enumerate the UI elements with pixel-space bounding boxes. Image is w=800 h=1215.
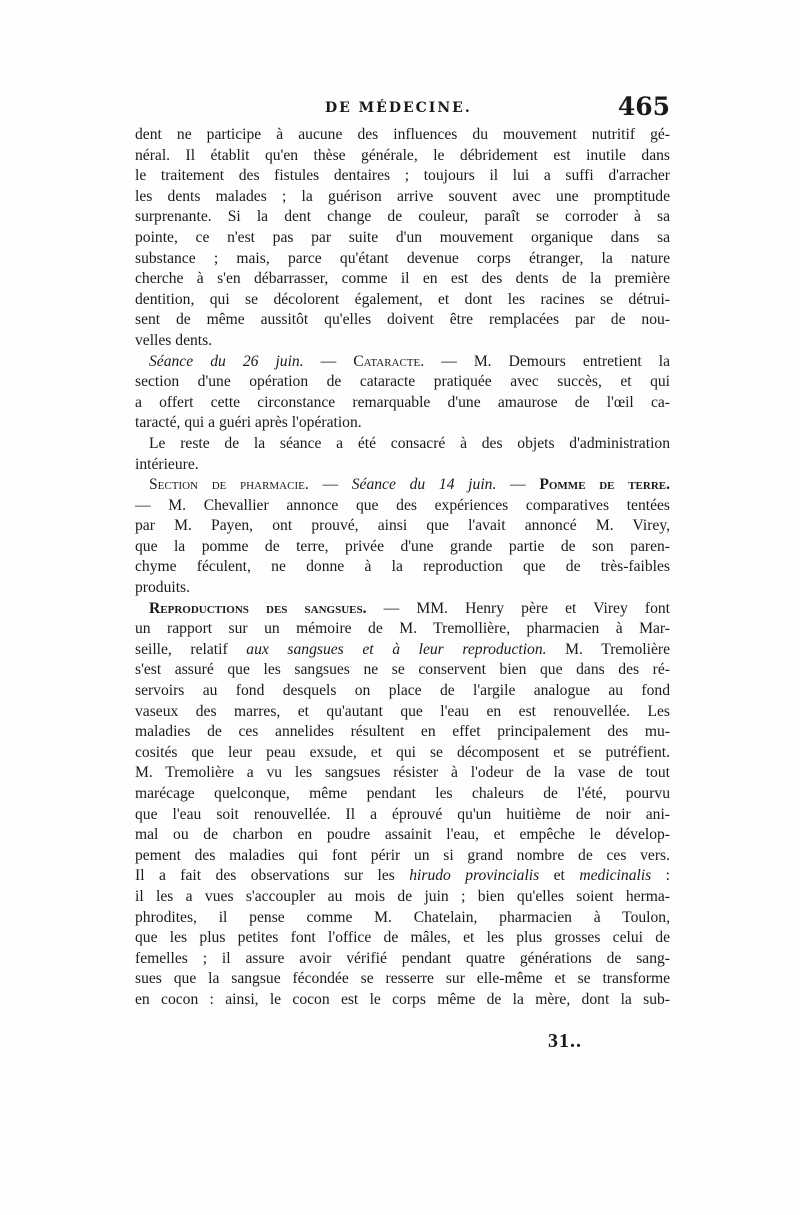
text-line: que l'eau soit renouvellée. Il a éprouvé qu'un huitième de noir ani-	[135, 805, 670, 823]
text-line: que la pomme de terre, privée d'une grande partie de son paren-	[135, 537, 670, 555]
text-line: cosités que leur peau exsude, et qui se décomposent et se putréfient.	[135, 743, 670, 761]
text-run: Il a fait des observations sur les	[135, 867, 410, 885]
text-run: :	[651, 867, 670, 885]
text-line: maladies de ces annelides résultent en effet principalement des mu-	[135, 723, 670, 741]
text-line: intérieure.	[135, 455, 199, 473]
text-line: velles dents.	[135, 331, 213, 349]
text-run: — M. Demours entretient la	[424, 352, 670, 370]
text-line	[135, 640, 670, 661]
text-line: par M. Payen, ont prouvé, ainsi que l'avait annoncé M. Virey,	[135, 517, 670, 535]
text-line: néral. Il établit qu'en thèse générale, le débridement est inutile dans	[135, 146, 670, 164]
text-line: marécage quelconque, même pendant les chaleurs de l'été, pourvu	[135, 785, 670, 802]
text-line: phrodites, il pense comme M. Chatelain, pharmacien à Toulon,	[135, 908, 670, 926]
section-heading-pharmacie: Section de pharmacie. — Séance du 14 juin. — Pomme de terre.	[149, 476, 671, 494]
text-line: section d'une opération de cataracte pratiquée avec succès, et qui	[135, 373, 670, 391]
section-heading-cataracte	[135, 352, 670, 373]
text-line: s'est assuré que les sangsues ne se conservent bien que dans des ré-	[135, 661, 670, 679]
page-header	[135, 92, 670, 124]
page-number: 465	[617, 92, 670, 121]
section-title: Section de pharmacie.	[149, 476, 309, 494]
text-line: substance ; mais, parce qu'étant devenue corps étranger, la nature	[135, 249, 670, 267]
text-line: a offert cette circonstance remarquable d'une amaurose de l'œil ca-	[135, 393, 670, 411]
text-line: taracté, qui a guéri après l'opération.	[135, 414, 362, 432]
text-line: cherche à s'en débarrasser, comme il en est des dents de la première	[135, 270, 670, 288]
text-line: sues que la sangsue fécondée se resserre sur elle-même et se transforme	[135, 970, 670, 988]
text-line: un rapport sur un mémoire de M. Tremollière, pharmacien à Mar-	[135, 620, 670, 638]
text-line: — M. Chevallier annonce que des expériences comparatives tentées	[135, 496, 670, 514]
text-run: et	[539, 867, 580, 885]
topic-title: Cataracte.	[353, 352, 425, 370]
text-line: le traitement des fistules dentaires ; toujours il lui a suffi d'arracher	[135, 167, 670, 185]
text-line: chyme féculent, ne donne à la reproduction que de très-faibles	[135, 558, 670, 576]
species-name: medicinalis	[579, 867, 652, 885]
text-line: en cocon : ainsi, le cocon est le corps même de la mère, dont la sub-	[135, 990, 670, 1008]
text-line: mal ou de charbon en poudre assainit l'eau, et empêche le dévelop-	[135, 826, 670, 844]
text-run: seille, relatif	[135, 640, 247, 658]
signature-mark: 31..	[548, 1030, 582, 1052]
section-heading-sangsues	[135, 599, 670, 620]
body-text	[135, 125, 670, 1011]
running-head: DE MÉDECINE.	[325, 100, 472, 116]
text-run: — MM. Henry père et Virey font	[366, 599, 670, 617]
text-line	[135, 866, 670, 887]
text-line: pointe, ce n'est pas par suite d'un mouvement organique dans sa	[135, 228, 670, 246]
text-line: sent de même aussitôt qu'elles doivent être remplacées par de nou-	[135, 311, 670, 329]
text-line: servoirs au fond desquels on place de l'argile analogue au fond	[135, 682, 670, 700]
text-line: produits.	[135, 579, 191, 597]
species-name: hirudo provincialis	[409, 867, 540, 885]
text-line: Le reste de la séance a été consacré à des objets d'administration	[149, 434, 670, 452]
text-line: les dents malades ; la guérison arrive souvent avec une promptitude	[135, 187, 670, 205]
text-line: dentition, qui se décolorent également, et dont les racines se détrui-	[135, 290, 670, 308]
text-line: vaseux des marres, et qu'autant que l'eau en est renouvellée. Les	[135, 702, 670, 720]
memoire-title: aux sangsues et à leur reproduction.	[246, 640, 547, 658]
seance-date: Séance du 14 juin.	[351, 476, 497, 494]
text-line: M. Tremolière a vu les sangsues résister à l'odeur de la vase de tout	[135, 764, 670, 782]
text-line: femelles ; il assure avoir vérifié pendant quatre générations de sang-	[135, 949, 670, 967]
text-line: surprenante. Si la dent change de couleur, paraît se corroder à sa	[135, 208, 670, 226]
text-run: M. Tremolière	[546, 640, 670, 658]
text-line: pement des maladies qui font périr un si grand nombre de ces vers.	[135, 846, 670, 864]
text-line: que les plus petites font l'office de mâles, et les plus grosses celui de	[135, 929, 670, 947]
seance-date: Séance du 26 juin.	[149, 352, 304, 370]
dash: —	[303, 352, 354, 370]
text-line: dent ne participe à aucune des influences du mouvement nutritif gé-	[135, 126, 670, 143]
text-line: il les a vues s'accoupler au mois de juin ; bien qu'elles soient herma-	[135, 887, 670, 905]
topic-title: Pomme de terre.	[539, 476, 671, 494]
topic-title: Reproductions des sangsues.	[149, 599, 367, 617]
